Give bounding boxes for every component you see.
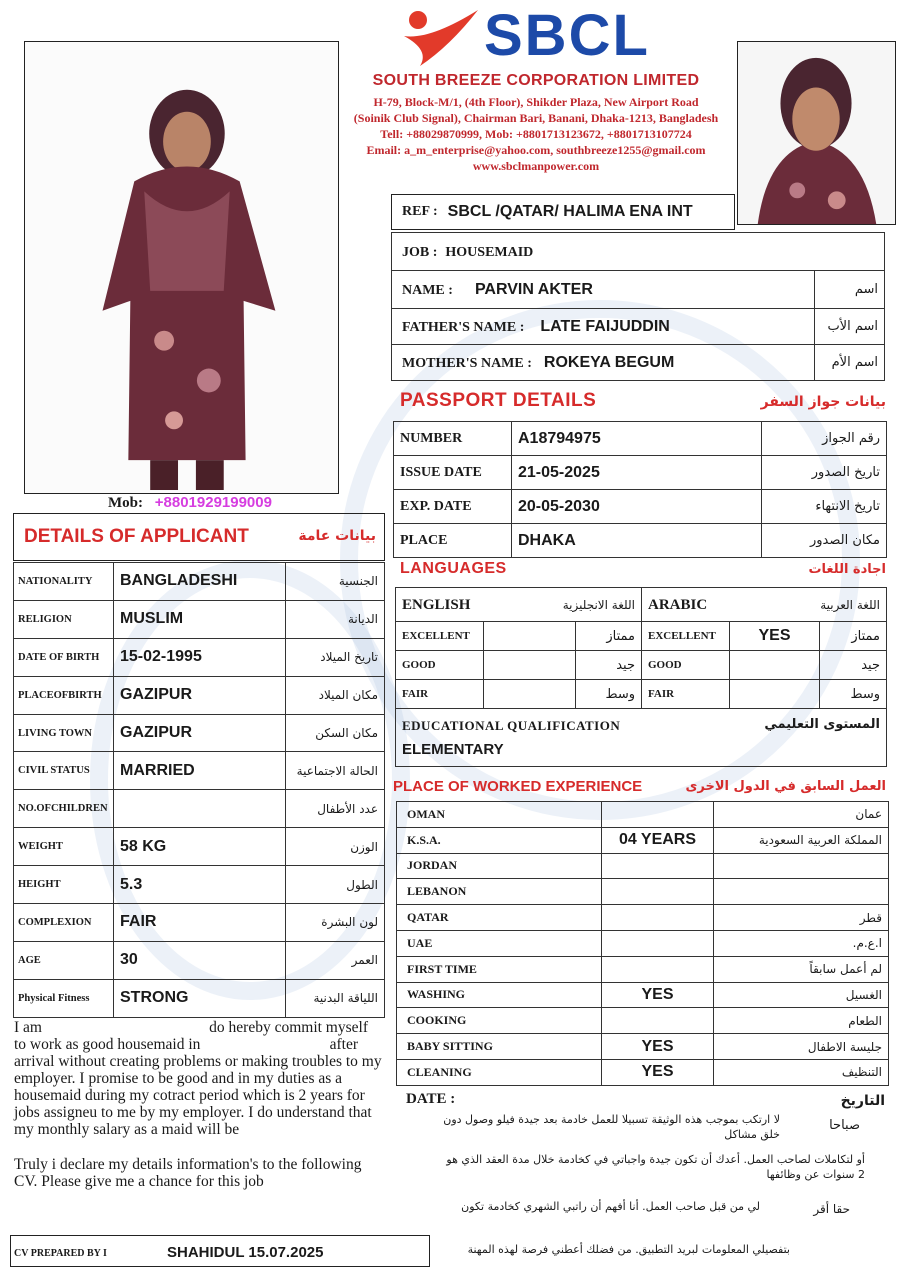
applicant-title-ar: بيانات عامة: [298, 528, 376, 544]
experience-row-label: CLEANING: [397, 1059, 602, 1085]
website: www.sbclmanpower.com: [472, 159, 600, 173]
experience-row-ar: ا.ع.م.: [714, 930, 889, 956]
mobile-number: +8801929199009: [154, 494, 272, 511]
applicant-row: [14, 790, 385, 828]
language-level-ar-ar: ممتاز: [820, 622, 887, 651]
experience-row-value: YES: [602, 1034, 714, 1060]
applicant-row-label: HEIGHT: [14, 866, 114, 904]
passport-row-value: 20-05-2030: [512, 490, 762, 524]
applicant-row-value: STRONG: [114, 979, 286, 1017]
experience-row-value: [602, 802, 714, 828]
language-level-label-ar: GOOD: [642, 651, 730, 680]
passport-title-ar: بيانات جواز السفر: [760, 394, 886, 410]
name-value: PARVIN AKTER: [474, 280, 593, 298]
applicant-row-ar: مكان السكن: [286, 714, 385, 752]
experience-row-ar: قطر: [714, 905, 889, 931]
experience-row-label: FIRST TIME: [397, 956, 602, 982]
experience-row: [397, 930, 889, 956]
father-value: LATE FAIJUDDIN: [540, 317, 670, 335]
experience-row-ar: التنظيف: [714, 1059, 889, 1085]
experience-row: [397, 879, 889, 905]
applicant-row-label: PLACEOFBIRTH: [14, 676, 114, 714]
experience-row-value: [602, 853, 714, 879]
applicant-row-value: BANGLADESHI: [114, 563, 286, 601]
passport-row: [394, 422, 887, 456]
prepared-box: [10, 1235, 430, 1267]
mother-row: [392, 345, 885, 381]
company-name: SOUTH BREEZE CORPORATION LIMITED: [372, 72, 700, 89]
address-line-1: H-79, Block-M/1, (4th Floor), Shikder Plaza, New Airport Road: [373, 95, 699, 109]
experience-row-label: OMAN: [397, 802, 602, 828]
language-level-ar-ar: وسط: [820, 680, 887, 709]
experience-row-label: K.S.A.: [397, 827, 602, 853]
language-level-ar-en: وسط: [576, 680, 642, 709]
passport-row-value: A18794975: [512, 422, 762, 456]
company-logo: [400, 3, 700, 70]
experience-row-ar: جليسة الاطفال: [714, 1034, 889, 1060]
experience-row: [397, 853, 889, 879]
language-level-row: [396, 651, 887, 680]
applicant-row-value: MUSLIM: [114, 600, 286, 638]
commit-line1-a: I am: [14, 1019, 42, 1036]
full-body-photo: [24, 41, 339, 494]
applicant-row-value: [114, 790, 286, 828]
applicant-row-label: RELIGION: [14, 600, 114, 638]
applicant-row: [14, 600, 385, 638]
experience-table: [396, 801, 889, 1086]
applicant-row-label: DATE OF BIRTH: [14, 638, 114, 676]
passport-photo: [737, 41, 896, 225]
experience-row-ar: عمان: [714, 802, 889, 828]
applicant-row-ar: الحالة الاجتماعية: [286, 752, 385, 790]
english-level-value: [484, 622, 576, 651]
arabic-level-value: YES: [730, 622, 820, 651]
applicant-row-label: LIVING TOWN: [14, 714, 114, 752]
english-level-value: [484, 680, 576, 709]
passport-table: [393, 421, 887, 558]
applicant-row-label: WEIGHT: [14, 828, 114, 866]
applicant-row-ar: العمر: [286, 941, 385, 979]
applicant-row: [14, 676, 385, 714]
applicant-row-value: 15-02-1995: [114, 638, 286, 676]
date-label-ar: التاريخ: [840, 1093, 885, 1109]
passport-row-value: DHAKA: [512, 524, 762, 558]
english-label: ENGLISH: [402, 596, 471, 613]
experience-row-value: [602, 956, 714, 982]
applicant-title-box: [13, 513, 385, 561]
applicant-row-label: AGE: [14, 941, 114, 979]
english-ar: اللغة الانجليزية: [562, 597, 635, 612]
father-ar: اسم الأب: [815, 309, 885, 345]
experience-row-label: COOKING: [397, 1008, 602, 1034]
personal-names-table: [391, 232, 885, 381]
applicant-row: [14, 941, 385, 979]
logo-text: SBCL: [484, 3, 650, 68]
applicant-row-ar: الوزن: [286, 828, 385, 866]
education-value: ELEMENTARY: [402, 741, 504, 758]
logo-mark-icon: [400, 6, 482, 68]
experience-title: PLACE OF WORKED EXPERIENCE: [393, 778, 643, 795]
passport-row-label: PLACE: [394, 524, 512, 558]
ref-row: [391, 194, 735, 230]
arabic-level-value: [730, 651, 820, 680]
passport-row-ar: تاريخ الانتهاء: [762, 490, 887, 524]
experience-row: [397, 827, 889, 853]
experience-row-value: [602, 1008, 714, 1034]
applicant-row-label: NATIONALITY: [14, 563, 114, 601]
job-label: JOB :: [402, 244, 438, 260]
experience-row-value: 04 YEARS: [602, 827, 714, 853]
applicant-row-ar: اللياقة البدنية: [286, 979, 385, 1017]
passport-row: [394, 456, 887, 490]
commit-closing: Truly i declare my details information's to the following CV. Please give me a chance for this job: [14, 1156, 362, 1190]
phone-line: Tell: +88029870999, Mob: +8801713123672, +8801713107724: [380, 127, 692, 141]
applicant-row-ar: الجنسية: [286, 563, 385, 601]
languages-table: [395, 587, 887, 767]
experience-row-label: WASHING: [397, 982, 602, 1008]
applicant-row-value: GAZIPUR: [114, 714, 286, 752]
experience-title-ar: العمل السابق في الدول الاخرى: [685, 779, 886, 794]
applicant-title: DETAILS OF APPLICANT: [24, 526, 249, 547]
name-row: [392, 271, 885, 309]
ref-value: SBCL /QATAR/ HALIMA ENA INT: [447, 203, 693, 220]
name-label: NAME :: [402, 282, 453, 298]
prepared-value: SHAHIDUL 15.07.2025: [167, 1244, 324, 1261]
education-ar: المستوى التعليمي: [764, 717, 880, 732]
language-level-ar-en: ممتاز: [576, 622, 642, 651]
languages-title-ar: اجادة اللغات: [808, 562, 886, 577]
email-line: Email: a_m_enterprise@yahoo.com, southbreeze1255@gmail.com: [366, 143, 706, 157]
commit-line2-a: to work as good housemaid in: [14, 1036, 201, 1053]
declaration-ar-line3: لي من قبل صاحب العمل. أنا أفهم أن راتبي الشهري كخادمة تكون: [461, 1200, 760, 1213]
arabic-label: ARABIC: [648, 596, 708, 613]
declaration-ar-word2: حقا أقر: [813, 1202, 850, 1216]
language-level-label-ar: EXCELLENT: [642, 622, 730, 651]
applicant-row-ar: تاريخ الميلاد: [286, 638, 385, 676]
applicant-row-ar: مكان الميلاد: [286, 676, 385, 714]
experience-row-ar: المملكة العربية السعودية: [714, 827, 889, 853]
declaration-ar-word1: صباحا: [829, 1118, 860, 1133]
experience-row-value: YES: [602, 982, 714, 1008]
applicant-row-value: 58 KG: [114, 828, 286, 866]
passport-row-value: 21-05-2025: [512, 456, 762, 490]
ref-label: REF :: [402, 204, 438, 219]
languages-title: LANGUAGES: [400, 560, 507, 577]
passport-row-ar: تاريخ الصدور: [762, 456, 887, 490]
applicant-row-value: FAIR: [114, 904, 286, 942]
address-line-2: (Soinik Club Signal), Chairman Bari, Banani, Dhaka-1213, Bangladesh: [353, 111, 719, 125]
father-row: [392, 309, 885, 345]
language-level-label-en: EXCELLENT: [396, 622, 484, 651]
mother-label: MOTHER'S NAME :: [402, 355, 532, 371]
language-level-row: [396, 622, 887, 651]
experience-row: [397, 802, 889, 828]
language-level-ar-ar: جيد: [820, 651, 887, 680]
passport-title: PASSPORT DETAILS: [400, 390, 597, 411]
applicant-row-ar: عدد الأطفال: [286, 790, 385, 828]
experience-row-label: JORDAN: [397, 853, 602, 879]
experience-row: [397, 1059, 889, 1085]
experience-row-label: LEBANON: [397, 879, 602, 905]
date-label: DATE :: [406, 1091, 456, 1107]
language-level-label-en: FAIR: [396, 680, 484, 709]
applicant-row: [14, 563, 385, 601]
experience-row: [397, 905, 889, 931]
mobile-line: [108, 494, 272, 512]
experience-row-value: [602, 879, 714, 905]
passport-row-label: NUMBER: [394, 422, 512, 456]
applicant-row-ar: الطول: [286, 866, 385, 904]
experience-row-value: [602, 930, 714, 956]
applicant-table: [13, 562, 385, 1018]
applicant-row-ar: الديانة: [286, 600, 385, 638]
experience-row-label: QATAR: [397, 905, 602, 931]
experience-row-value: [602, 905, 714, 931]
passport-row-label: EXP. DATE: [394, 490, 512, 524]
experience-row: [397, 982, 889, 1008]
mobile-label: Mob:: [108, 495, 143, 511]
company-address: [350, 94, 722, 174]
passport-row-ar: مكان الصدور: [762, 524, 887, 558]
mother-value: ROKEYA BEGUM: [543, 353, 675, 371]
education-label: EDUCATIONAL QUALIFICATION: [402, 718, 621, 733]
mother-ar: اسم الأم: [815, 345, 885, 381]
declaration-ar-line4: بتفصيلي المعلومات لبريد التطبيق. من فضلك أعطني فرصة لهذه المهنة: [467, 1243, 790, 1256]
name-ar: اسم: [815, 271, 885, 309]
arabic-level-value: [730, 680, 820, 709]
job-value: HOUSEMAID: [445, 244, 534, 260]
prepared-label: CV PREPARED BY I: [14, 1248, 107, 1259]
applicant-row: [14, 979, 385, 1017]
passport-row: [394, 490, 887, 524]
passport-row-label: ISSUE DATE: [394, 456, 512, 490]
language-level-label-ar: FAIR: [642, 680, 730, 709]
experience-row-value: YES: [602, 1059, 714, 1085]
applicant-row: [14, 828, 385, 866]
commit-line2-b: after: [329, 1036, 358, 1053]
commit-line1-b: do hereby commit myself: [209, 1019, 368, 1036]
applicant-row: [14, 752, 385, 790]
experience-row-ar: لم أعمل سابقاً: [714, 956, 889, 982]
applicant-row: [14, 904, 385, 942]
language-level-label-en: GOOD: [396, 651, 484, 680]
experience-row-ar: [714, 853, 889, 879]
language-level-row: [396, 680, 887, 709]
arabic-ar: اللغة العربية: [820, 597, 880, 612]
commitment-text: [14, 1019, 386, 1190]
job-row: [392, 233, 885, 271]
passport-row: [394, 524, 887, 558]
applicant-row: [14, 638, 385, 676]
experience-row-ar: الغسيل: [714, 982, 889, 1008]
applicant-row-label: COMPLEXION: [14, 904, 114, 942]
experience-row: [397, 1034, 889, 1060]
language-level-ar-en: جيد: [576, 651, 642, 680]
applicant-row-value: 30: [114, 941, 286, 979]
experience-row-label: UAE: [397, 930, 602, 956]
applicant-row-ar: لون البشرة: [286, 904, 385, 942]
applicant-row: [14, 714, 385, 752]
applicant-row-label: NO.OFCHILDREN: [14, 790, 114, 828]
father-label: FATHER'S NAME :: [402, 319, 525, 335]
applicant-row-value: GAZIPUR: [114, 676, 286, 714]
experience-row-ar: [714, 879, 889, 905]
english-level-value: [484, 651, 576, 680]
applicant-row-value: 5.3: [114, 866, 286, 904]
applicant-row-label: Physical Fitness: [14, 979, 114, 1017]
experience-row-label: BABY SITTING: [397, 1034, 602, 1060]
passport-row-ar: رقم الجواز: [762, 422, 887, 456]
declaration-ar-line1: لا ارتكب بموجب هذه الوثيقة تسبيلا للعمل خادمة بعد جيدة فيلو وصول دون خلق مشاكل: [443, 1113, 780, 1141]
experience-row: [397, 1008, 889, 1034]
applicant-row-label: CIVIL STATUS: [14, 752, 114, 790]
declaration-ar-line2: أو لتكاملات لصاحب العمل. أعدك أن تكون جيدة واجباتي في كخادمة خلال مدة العقد الذي هو 2 سنوات عن وظائفها: [446, 1153, 865, 1181]
applicant-row: [14, 866, 385, 904]
experience-row-ar: الطعام: [714, 1008, 889, 1034]
experience-row: [397, 956, 889, 982]
applicant-row-value: MARRIED: [114, 752, 286, 790]
commit-body: arrival without creating problems or making troubles to my employer. I promise to be good and in my duties as a housemaid during my cotract period which is 2 years for jobs assigneu to me by my employer. I do understand that my monthly salary as a maid will be: [14, 1053, 382, 1138]
